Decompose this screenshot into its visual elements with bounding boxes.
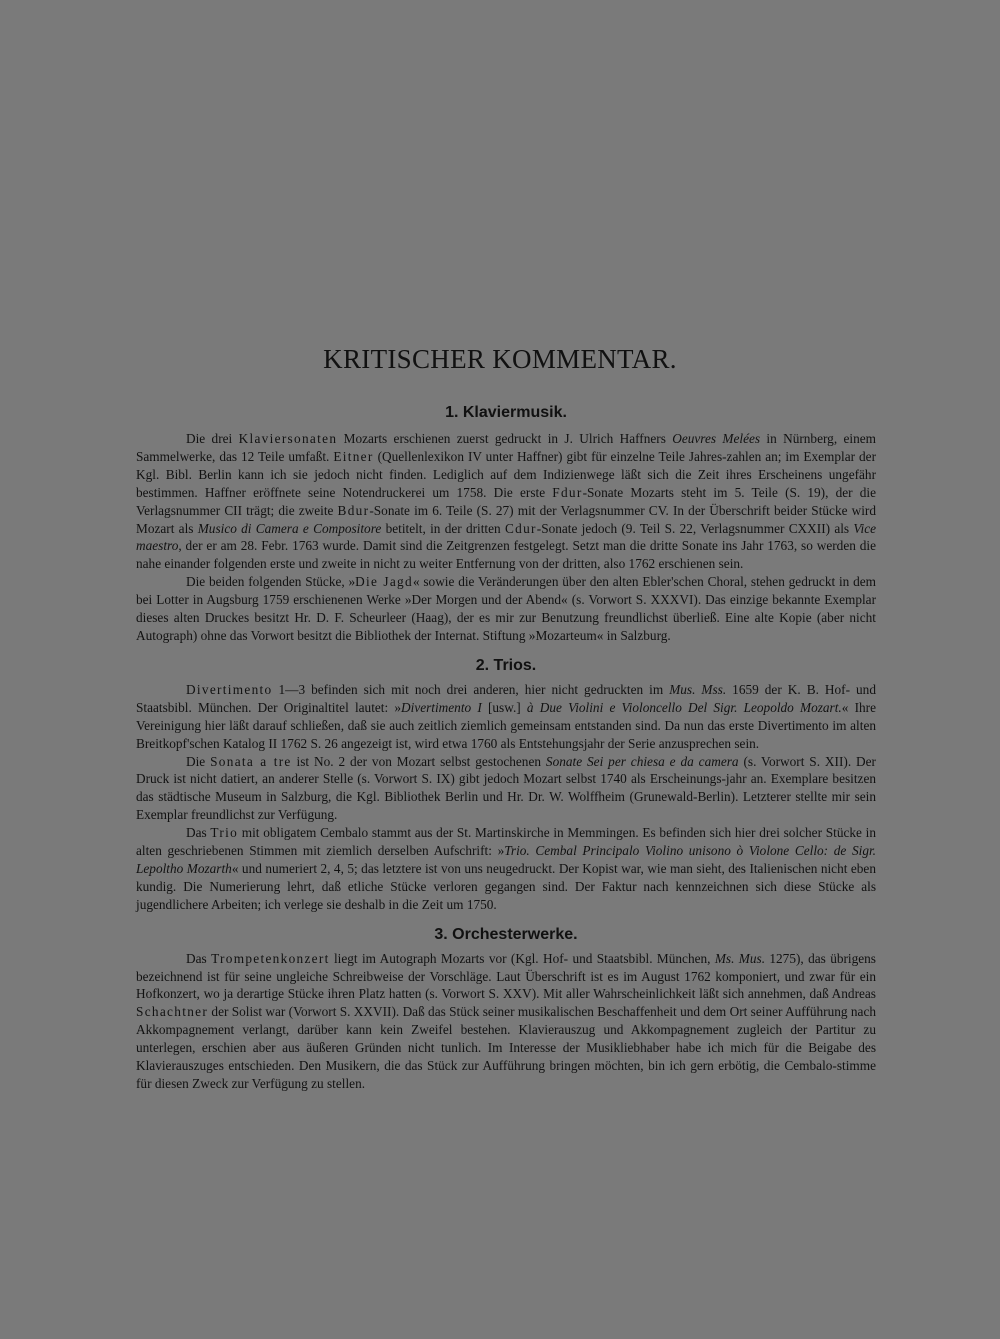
text-run: (s. Vorwort S. XII). Der Druck ist nicht datiert, an anderer Stelle (s. Vorwort S. IX) gibt jedoch Mozart selbst 1740 als Erscheinungs-jahr an. Exemplare besitzen das städtische Museum in Salzburg, die Kgl. Bibliothek Berlin und Hr. Dr. W. Wolffheim (Grunewald-Berlin). Letzterer stellte mir sein Exemplar freundlichst zur Verfügung. <box>136 753 876 823</box>
commentary-body <box>136 400 876 1093</box>
text-run: « sowie die Veränderungen über den alten Ebler'schen Choral, stehen gedruckt in dem bei Lotter in Augsburg 1759 erschienenen Werke »Der Morgen und der Abend« (s. Vorwort S. XXXVI). Das einzige bekannte Exemplar dieses alten Druckes besitzt Hr. D. F. Scheurleer (Haag), der es mir zur Benutzung freundlichst überließ. Eine alte Kopie (aber nicht Autograph) ohne das Vorwort besitzt die Bibliothek der Internat. Stiftung »Mozarteum« in Salzburg. <box>136 574 877 643</box>
text-run: -Sonate jedoch (9. Teil S. 22, Verlagsnummer CXXII) als <box>536 520 854 536</box>
text-run: betitelt, in der dritten <box>381 520 505 536</box>
text-run: 1—3 befinden sich mit noch drei anderen, hier nicht gedruckten im <box>272 681 670 697</box>
text-run: -Sonate im 6. Teile (S. 27) mit der Verlagsnummer CV. In der Überschrift beider Stücke wird Mozart als <box>136 502 876 536</box>
text-run: Das <box>186 950 212 966</box>
paragraph <box>136 681 876 753</box>
text-run: Die beiden folgenden Stücke, » <box>186 574 356 590</box>
text-run: Die drei <box>186 431 239 446</box>
spaced-term: Cdur <box>504 520 537 536</box>
paragraph <box>136 573 876 645</box>
italic-text: Vice maestro <box>136 520 877 554</box>
text-run: mit obligatem Cembalo stammt aus der St. Martinskirche in Memmingen. Es befinden sich hier drei solcher Stücke in alten geschriebenen Stimmen mit ziemlich derselben Aufschrift: » <box>136 825 876 859</box>
italic-text: Musico di Camera e Compositore <box>197 520 382 536</box>
text-run: liegt im Autograph Mozarts vor (Kgl. Hof- und Staatsbibl. München, <box>329 950 715 966</box>
spaced-term: Klaviersonaten <box>238 431 338 446</box>
text-run: 1275), das übrigens bezeichnend ist für seine ungleiche Schreibweise der Vorschläge. Laut Überschrift ist es im August 1762 komponiert, und zwar für ein Hofkonzert, wo ja derartige Stücke ihren Platz hatten (s. Vorwort S. XXV). Mit aller Wahrscheinlichkeit läßt sich annehmen, daß Andreas <box>136 950 876 1002</box>
section-heading-klaviermusik: 1. Klaviermusik. <box>445 404 567 421</box>
italic-text: Mus. Mss. <box>669 681 727 697</box>
italic-text: à Due Violini e Violoncello Del Sigr. Leopoldo Mozart. <box>526 699 842 715</box>
text-run: -Sonate Mozarts steht im 5. Teile (S. 19), der die Verlagsnummer CII trägt; die zweite <box>136 484 876 518</box>
text-run: ist No. 2 der von Mozart selbst gestochenen <box>291 753 546 769</box>
spaced-term: Divertimento <box>186 681 273 697</box>
section-heading-orchesterwerke: 3. Orchesterwerke. <box>434 925 578 943</box>
text-run: Die <box>186 753 211 769</box>
text-run: (Quellenlexikon IV unter Haffner) gibt für einzelne Teile Jahres-zahlen an; im Exemplar der Kgl. Bibl. Berlin kann ich sie jedoch nicht finden. Lediglich auf dem Indizienwege läßt sich die Zeit ihres Erscheinens ungefähr bestimmen. Haffner eröffnete seine Notendruckerei um 1758. Die erste <box>136 448 877 500</box>
text-run: « Ihre Vereinigung hier läßt darauf schließen, daß sie auch zeitlich ziemlich gemeinsam entstanden sind. Da nun das erste Divertimento im alten Breitkopf'schen Katalog II 1762 S. 26 angezeigt ist, wird etwa 1760 als Entstehungsjahr der Serie anzusprechen sein. <box>136 699 876 751</box>
italic-text: Divertimento I <box>401 699 482 715</box>
text-run: « und numeriert 2, 4, 5; das letztere ist von uns neugedruckt. Der Kopist war, wie man sieht, des Italienischen nicht eben kundig. Die Numerierung lehrt, daß etliche Stücke verloren gegangen sind. Der Faktur nach kennzeichnen sich diese Stücke als jugendlichere Arbeiten; ich verlege sie deshalb in die Zeit um 1750. <box>136 860 876 912</box>
paragraph <box>136 430 876 573</box>
paragraph <box>136 950 876 1093</box>
spaced-term: Eitner <box>333 448 374 464</box>
text-run: in Nürnberg, einem Sammelwerke, das 12 Teile umfaßt. <box>136 431 876 464</box>
spaced-term: Sonata a tre <box>210 753 292 769</box>
spaced-term: Die Jagd <box>355 574 413 590</box>
paragraph <box>136 824 876 914</box>
text-run: , der er am 28. Febr. 1763 wurde. Damit sind die Zeitgrenzen festgelegt. Setzt man die dritte Sonate ins Jahr 1763, so werden die nahe einander folgenden erste und zweite in nicht zu weiter Entfernung von der dritten, also 1762 erschienen sein. <box>136 538 876 572</box>
spaced-term: Trio <box>210 825 239 841</box>
text-run: 1659 der K. B. Hof- und Staatsbibl. München. Der Originaltitel lautet: » <box>136 681 876 715</box>
italic-text: Oeuvres Melées <box>672 431 761 446</box>
text-run: Das <box>186 825 211 841</box>
italic-text: Trio. Cembal Principalo Violino unisono ò Violone Cello: de Sigr. Lepoltho Mozarth <box>136 843 876 876</box>
page-title: KRITISCHER KOMMENTAR. <box>323 344 677 374</box>
italic-text: Ms. Mus. <box>714 950 766 966</box>
spaced-term: Trompetenkonzert <box>211 950 330 966</box>
italic-text: Sonate Sei per chiesa e da camera <box>545 753 739 769</box>
spaced-term: Schachtner <box>136 1004 209 1020</box>
spaced-term: Bdur <box>337 502 370 518</box>
text-run: Mozarts erschienen zuerst gedruckt in J. Ulrich Haffners <box>337 431 673 446</box>
text-run: der Solist war (Vorwort S. XXVII). Daß das Stück seiner musikalischen Beschaffenheit und dem Ort seiner Aufführung nach Akkompagnement verlangt, darüber kann kein Zweifel bestehen. Klavierauszug und Akkompagnement zugleich der Partitur zu unterlegen, erschien aber aus äußeren Gründen nicht tunlich. Im Interesse der Musikliebhaber habe ich mich für die Beigabe des Klavierauszuges entschieden. Den Musikern, die das Stück zur Aufführung bringen möchten, bin ich gern erbötig, die Cembalo-stimme für diesen Zweck zur Verfügung zu stellen. <box>136 1004 876 1091</box>
section-heading-trios: 2. Trios. <box>475 656 537 674</box>
spaced-term: Fdur <box>552 484 583 500</box>
paragraph <box>136 753 876 825</box>
text-run: [usw.] <box>481 699 527 715</box>
